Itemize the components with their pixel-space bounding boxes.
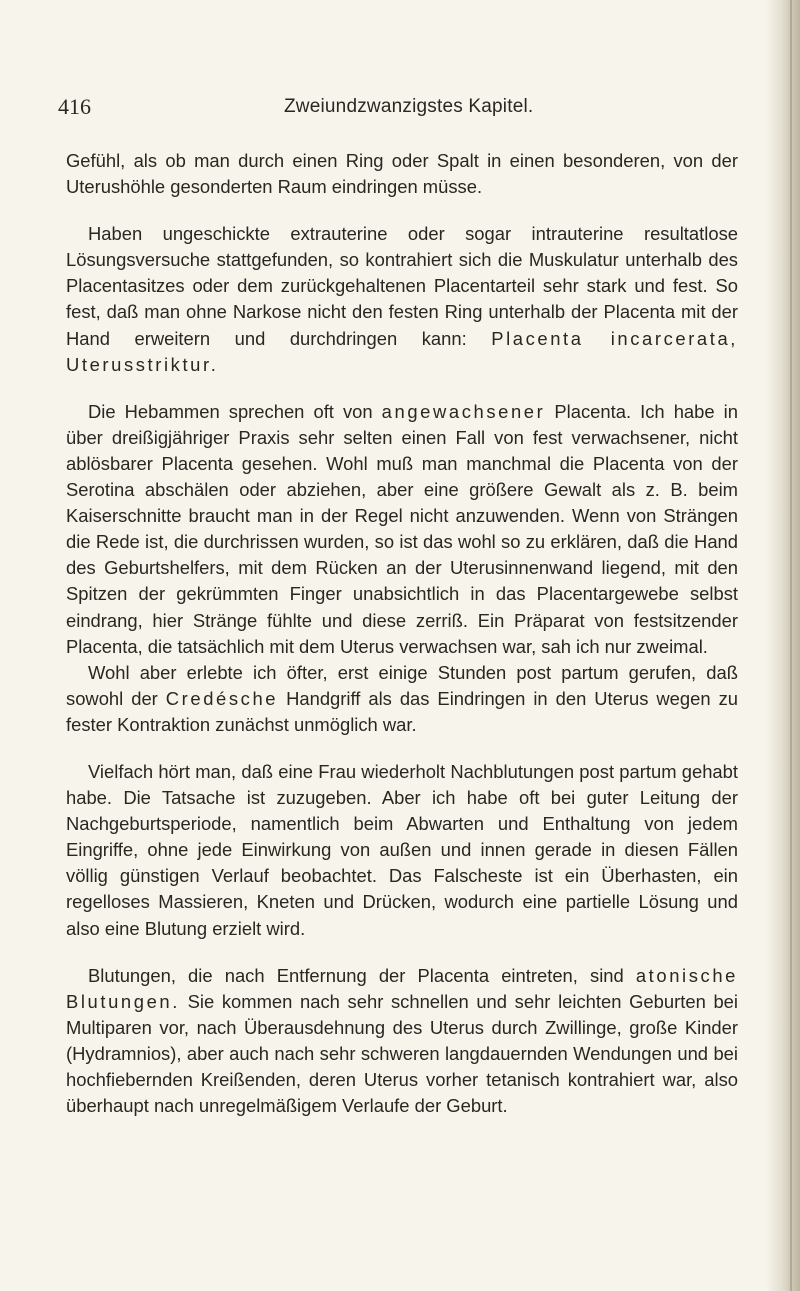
paragraph-2 [66,221,738,378]
running-head: Zweiundzwanzigstes Kapitel. [284,96,534,117]
paragraph-3 [66,399,738,660]
paragraph-3-text-end: Placenta. Ich habe in über dreißigjähriger Praxis sehr selten einen Fall von fest verwachsener, nicht ablösbarer Placenta gesehen. Wohl muß man manchmal die Placenta von der Serotina abschälen oder abziehen, aber eine größere Gewalt als z. B. beim Kaiserschnitte braucht man in der Regel nicht anzuwenden. Wenn von Strängen die Rede ist, die durchrissen wurden, so ist das wohl so zu erklären, daß die Hand des Geburtshelfers, mit dem Rücken an der Uterusinnenwand liegend, mit den Spitzen der gekrümmten Finger unabsichtlich in das Placentargewebe selbst eindrang, hier Stränge fühlte und diese zerriß. Ein Präparat von festsitzender Placenta, die tatsächlich mit dem Uterus verwachsen war, sah ich nur zweimal. [66,400,738,657]
paragraph-1-text: Gefühl, als ob man durch einen Ring oder Spalt in einen besonderen, von der Uterushöhle gesonderten Raum eindringen müsse. [66,150,738,198]
page-number: 416 [58,94,91,119]
paragraph-6 [66,963,738,1120]
paragraph-4-text-end: Handgriff als das Eindringen in den Uterus wegen zu fester Kontraktion zunächst unmöglich war. [66,687,738,735]
paragraph-5-text: Vielfach hört man, daß eine Frau wiederholt Nachblutungen post partum gehabt habe. Die Tatsache ist zuzugeben. Aber ich habe oft bei guter Leitung der Nachgeburtsperiode, namentlich beim Abwarten und Enthaltung von jedem Eingriffe, ohne jede Einwirkung von außen und innen gerade in diesen Fällen völlig günstigen Verlauf beobachtet. Das Falscheste ist ein Überhasten, ein regelloses Massieren, Kneten und Drücken, wodurch eine partielle Lösung und also eine Blutung erzielt wird. [66,760,738,939]
page-edge-line [790,0,792,1291]
paragraph-4 [66,660,738,738]
paragraph-3-text-start: Die Hebammen sprechen oft von [88,400,382,422]
paragraph-4-text-start: Wohl aber erlebte ich öfter, erst einige Stunden post partum gerufen, daß sowohl der [66,661,738,709]
paragraph-2-text: Haben ungeschickte extrauterine oder sogar intrauterine resultatlose Lösungsversuche stattgefunden, so kontrahiert sich die Muskulatur unterhalb des Placentasitzes oder dem zurückgehaltenen Placentarteil sehr stark und fest. So fest, daß man ohne Narkose nicht den festen Ring unterhalb der Placenta mit der Hand erweitern und durchdringen kann: [66,223,738,349]
paragraph-6-emphasis: atonische Blutungen. [66,964,738,1012]
paragraph-6-text-start: Blutungen, die nach Entfernung der Placenta eintreten, sind [88,964,636,986]
page-edge-shadow [766,0,800,1291]
paragraph-5 [66,759,738,942]
paragraph-2-emphasis: Placenta incarcerata, Uterusstriktur. [66,327,738,375]
paragraph-4-emphasis: Credésche [165,687,279,709]
paragraph-6-text-end: Sie kommen nach sehr schnellen und sehr leichten Geburten bei Multiparen vor, nach Überausdehnung des Uterus durch Zwillinge, große Kinder (Hydramnios), aber auch nach sehr schweren langdauernden Wendungen und bei hochfiebernden Kreißenden, deren Uterus vorher tetanisch kontrahiert war, also überhaupt nach unregelmäßigem Verlaufe der Geburt. [66,990,738,1117]
body-text [66,148,738,1119]
paragraph-1 [66,148,738,200]
paragraph-3-emphasis: angewachsener [381,400,546,422]
page-header [58,94,738,126]
